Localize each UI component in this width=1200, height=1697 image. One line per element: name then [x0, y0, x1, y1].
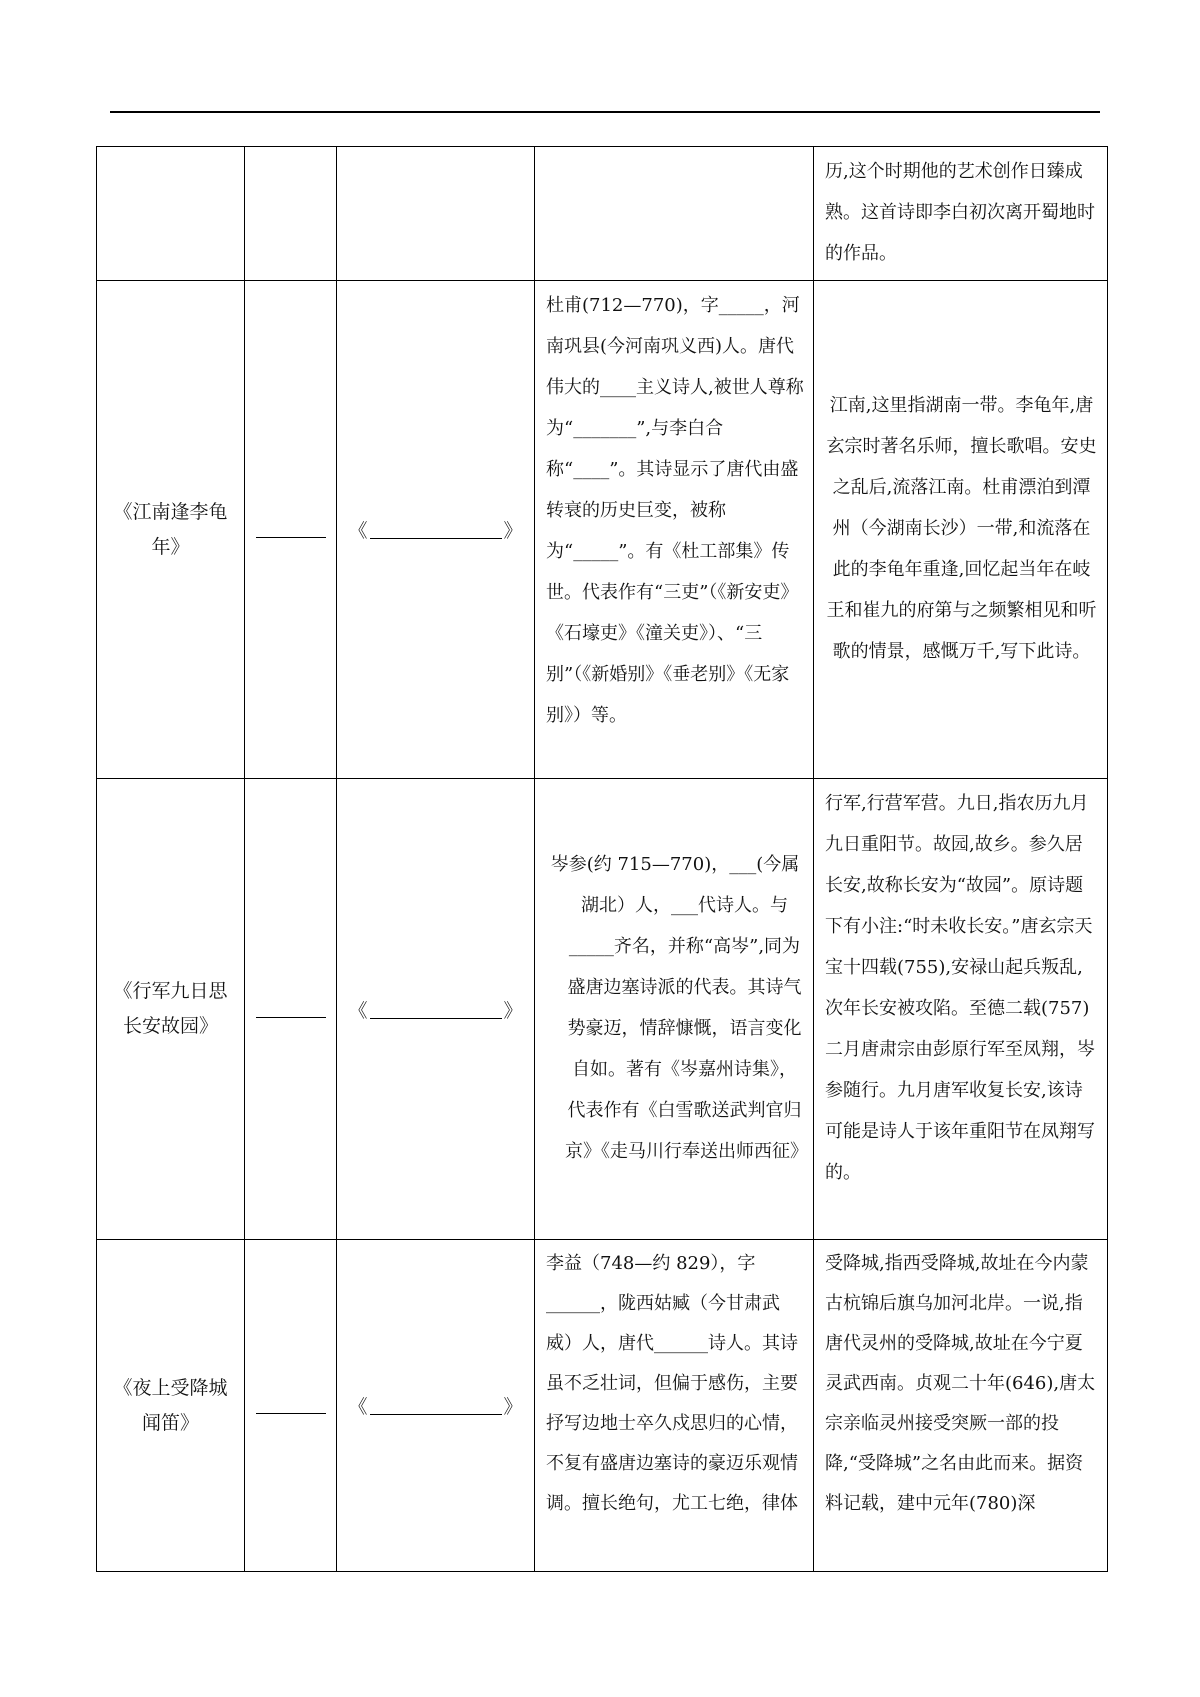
author-answer-blank[interactable]	[256, 1393, 326, 1414]
intro-cell	[535, 779, 814, 1240]
poem-title: 《江南逢李龟年》	[113, 500, 228, 558]
author-cell	[245, 147, 337, 281]
author-cell	[245, 281, 337, 779]
work-cell	[337, 281, 535, 779]
work-cell	[337, 147, 535, 281]
work-cell	[337, 779, 535, 1240]
work-cell	[337, 1240, 535, 1572]
title-cell	[97, 281, 245, 779]
title-cell	[97, 779, 245, 1240]
author-answer-blank[interactable]	[256, 517, 326, 538]
table-row	[97, 281, 1108, 779]
work-answer-blank[interactable]: 《 》	[348, 520, 523, 542]
intro-cell	[535, 281, 814, 779]
notes-text: 江南,这里指湖南一带。李龟年,唐玄宗时著名乐师，擅长歌唱。安史之乱后,流落江南。杜甫漂泊到潭州（今湖南长沙）一带,和流落在此的李龟年重逢,回忆起当年在岐王和崔九的府第与之频繁相见和听歌的情景，感慨万千,写下此诗。	[826, 395, 1097, 662]
notes-text: 行军,行营军营。九日,指农历九月九日重阳节。故园,故乡。参久居长安,故称长安为“故园”。原诗题下有小注:“时未收长安。”唐玄宗天宝十四载(755),安禄山起兵叛乱,次年长安被攻陷。至德二载(757)二月唐肃宗由彭原行军至凤翔，岑参随行。九月唐军收复长安,该诗可能是诗人于该年重阳节在凤翔写的。	[825, 793, 1095, 1183]
work-answer-blank[interactable]: 《 》	[348, 999, 523, 1022]
poem-table	[96, 146, 1108, 1572]
notes-cell	[814, 1240, 1108, 1572]
author-cell	[245, 1240, 337, 1572]
author-intro-text: 李益（748—约 829），字______，陇西姑臧（今甘肃武威）人，唐代______诗人。其诗虽不乏壮词，但偏于感伤，主要抒写边地士卒久戍思归的心情，不复有盛唐边塞诗的豪迈乐观情调。擅长绝句，尤工七绝，律体	[546, 1253, 798, 1514]
author-answer-blank[interactable]	[256, 997, 326, 1018]
notes-cell	[814, 147, 1108, 281]
title-cell	[97, 147, 245, 281]
table-row	[97, 779, 1108, 1240]
table-row	[97, 147, 1108, 281]
poem-title: 《行军九日思长安故园》	[113, 980, 228, 1037]
title-cell	[97, 1240, 245, 1572]
notes-text: 历,这个时期他的艺术创作日臻成熟。这首诗即李白初次离开蜀地时的作品。	[825, 161, 1095, 264]
table-row	[97, 1240, 1108, 1572]
intro-cell	[535, 1240, 814, 1572]
notes-cell	[814, 779, 1108, 1240]
notes-text: 受降城,指西受降城,故址在今内蒙古杭锦后旗乌加河北岸。一说,指唐代灵州的受降城,故址在今宁夏灵武西南。贞观二十年(646),唐太宗亲临灵州接受突厥一部的投降,“受降城”之名由此而来。据资料记载，建中元年(780)深	[825, 1253, 1096, 1514]
work-answer-blank[interactable]: 《 》	[348, 1396, 523, 1418]
author-cell	[245, 779, 337, 1240]
author-intro-text: 岑参(约 715—770)，___(今属湖北）人，___代诗人。与_____齐名，并称“高岑”,同为盛唐边塞诗派的代表。其诗气势豪迈，情辞慷慨，语言变化自如。著有《岑嘉州诗集》，代表作有《白雪歌送武判官归京》《走马川行奉送出师西征》	[550, 854, 808, 1162]
header-rule	[110, 111, 1100, 113]
poem-title: 《夜上受降城闻笛》	[113, 1376, 228, 1434]
author-intro-text: 杜甫(712—770)，字_____，河南巩县(今河南巩义西)人。唐代伟大的____主义诗人,被世人尊称为“_______”,与李白合称“____”。其诗显示了唐代由盛转衰的历史巨变，被称为“_____”。有《杜工部集》传世。代表作有“三吏”（《新安吏》《石壕吏》《潼关吏》）、“三别”（《新婚别》《垂老别》《无家别》）等。	[546, 295, 804, 726]
intro-cell	[535, 147, 814, 281]
notes-cell	[814, 281, 1108, 779]
